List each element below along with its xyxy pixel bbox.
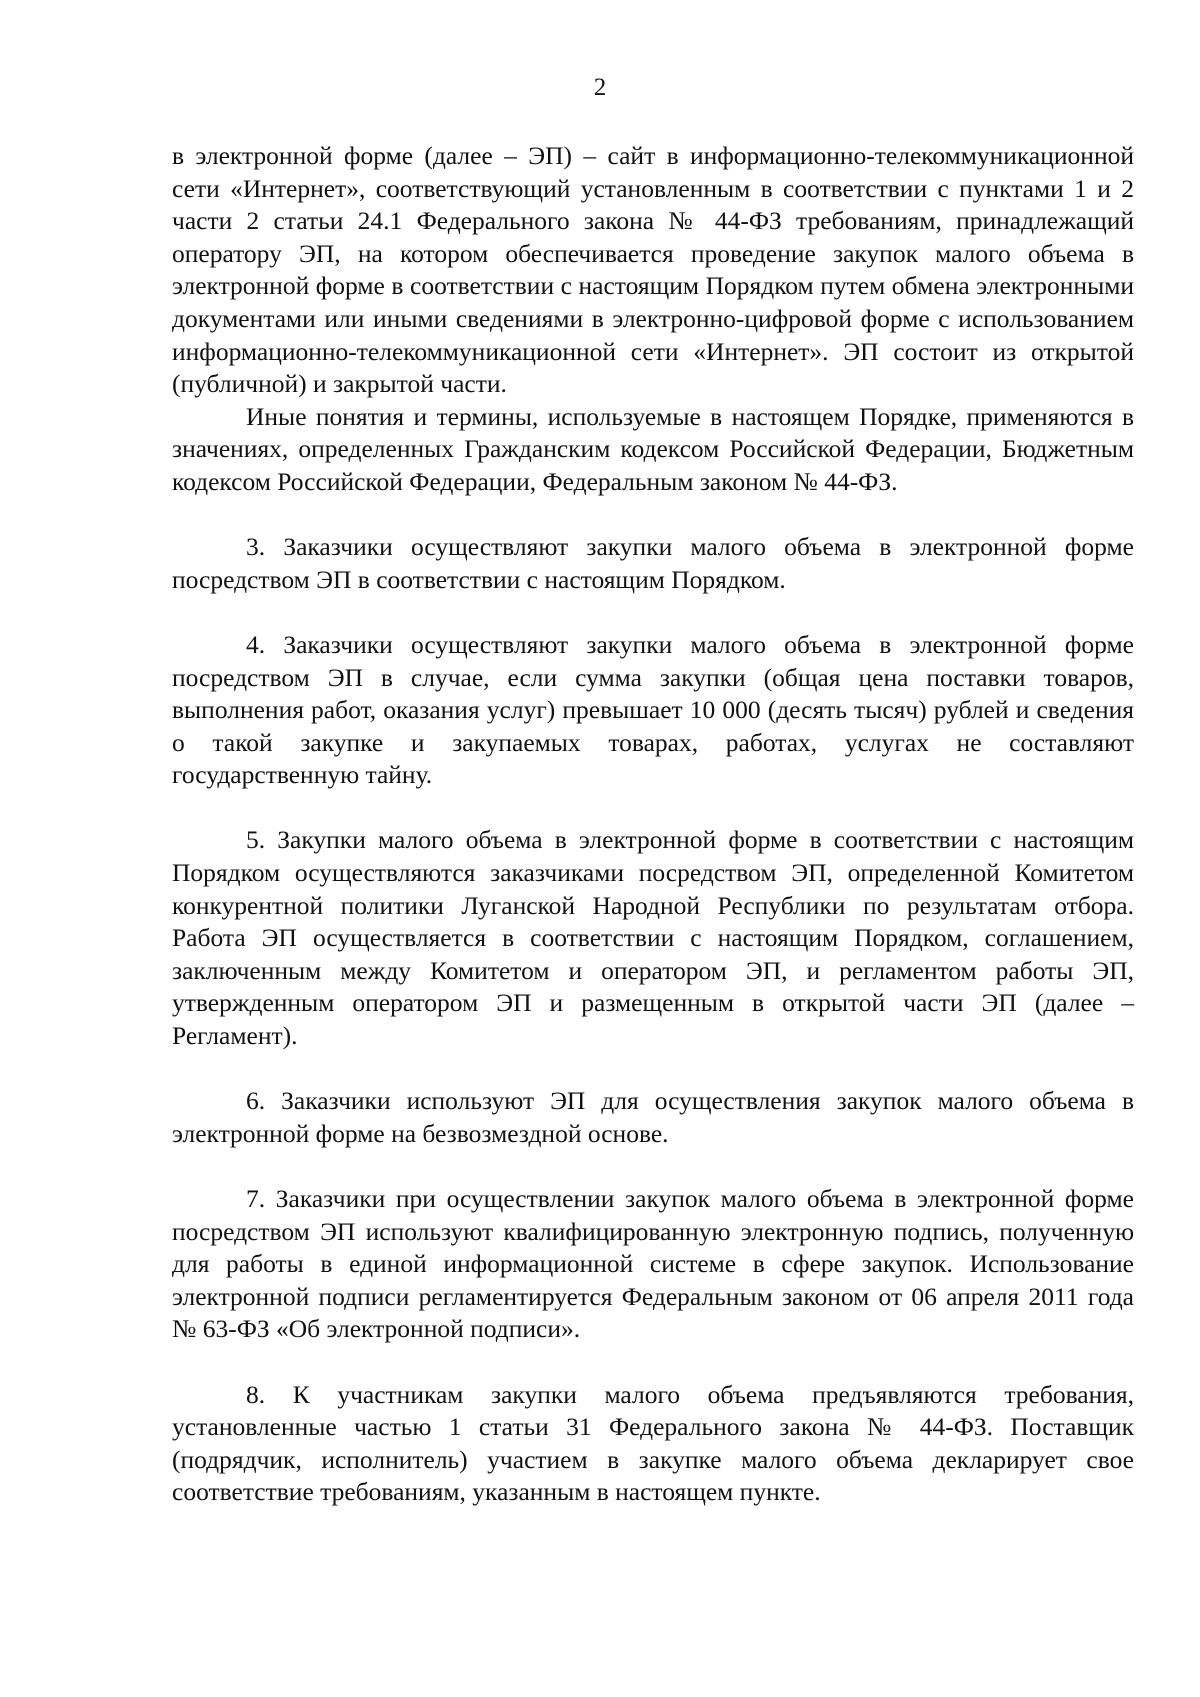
- document-body: [172, 140, 1134, 1509]
- page-number: 2: [593, 74, 607, 101]
- paragraph-item-8: 8. К участникам закупки малого объема предъявляются требования, установленные частью 1 статьи 31 Федерального закона № 44-ФЗ. Поставщик (подрядчик, исполнитель) участием в закупке малого объема декларирует свое соответствие требованиям, указанным в настоящем пункте.: [172, 1379, 1134, 1507]
- paragraph-item-4: 4. Заказчики осуществляют закупки малого объема в электронной форме посредством ЭП в случае, если сумма закупки (общая цена поставки товаров, выполнения работ, оказания услуг) превышает 10 000 (десять тысяч) рублей и сведения о такой закупке и закупаемых товарах, работах, услугах не составляют государственную тайну.: [172, 629, 1134, 790]
- paragraph-item-5: 5. Закупки малого объема в электронной форме в соответствии с настоящим Порядком осуществляются заказчиками посредством ЭП, определенной Комитетом конкурентной политики Луганской Народной Республики по результатам отбора. Работа ЭП осуществляется в соответствии с настоящим Порядком, соглашением, заключенным между Комитетом и оператором ЭП, и регламентом работы ЭП, утвержденным оператором ЭП и размещенным в открытой части ЭП (далее – Регламент).: [172, 825, 1134, 1051]
- paragraph-definition-continuation: в электронной форме (далее – ЭП) – сайт в информационно-телекоммуникационной сети «Интернет», соответствующий установленным в соответствии с пунктами 1 и 2 части 2 статьи 24.1 Федерального закона № 44-ФЗ требованиям, принадлежащий оператору ЭП, на котором обеспечивается проведение закупок малого объема в электронной форме в соответствии с настоящим Порядком путем обмена электронными документами или иными сведениями в электронно-цифровой форме с использованием информационно-телекоммуникационной сети «Интернет». ЭП состоит из открытой (публичной) и закрытой части.: [172, 141, 1134, 399]
- paragraph-item-6: 6. Заказчики используют ЭП для осуществления закупок малого объема в электронной форме на безвозмездной основе.: [172, 1086, 1134, 1148]
- paragraph-item-7: 7. Заказчики при осуществлении закупок малого объема в электронной форме посредством ЭП используют квалифицированную электронную подпись, полученную для работы в единой информационной системе в сфере закупок. Использование электронной подписи регламентируется Федеральным законом от 06 апреля 2011 года № 63-ФЗ «Об электронной подписи».: [172, 1184, 1134, 1344]
- paragraph-item-3: 3. Заказчики осуществляют закупки малого объема в электронной форме посредством ЭП в соответствии с настоящим Порядком.: [172, 532, 1134, 594]
- paragraph-other-terms: Иные понятия и термины, используемые в настоящем Порядке, применяются в значениях, определенных Гражданским кодексом Российской Федерации, Бюджетным кодексом Российской Федерации, Федеральным законом № 44-ФЗ.: [172, 401, 1134, 496]
